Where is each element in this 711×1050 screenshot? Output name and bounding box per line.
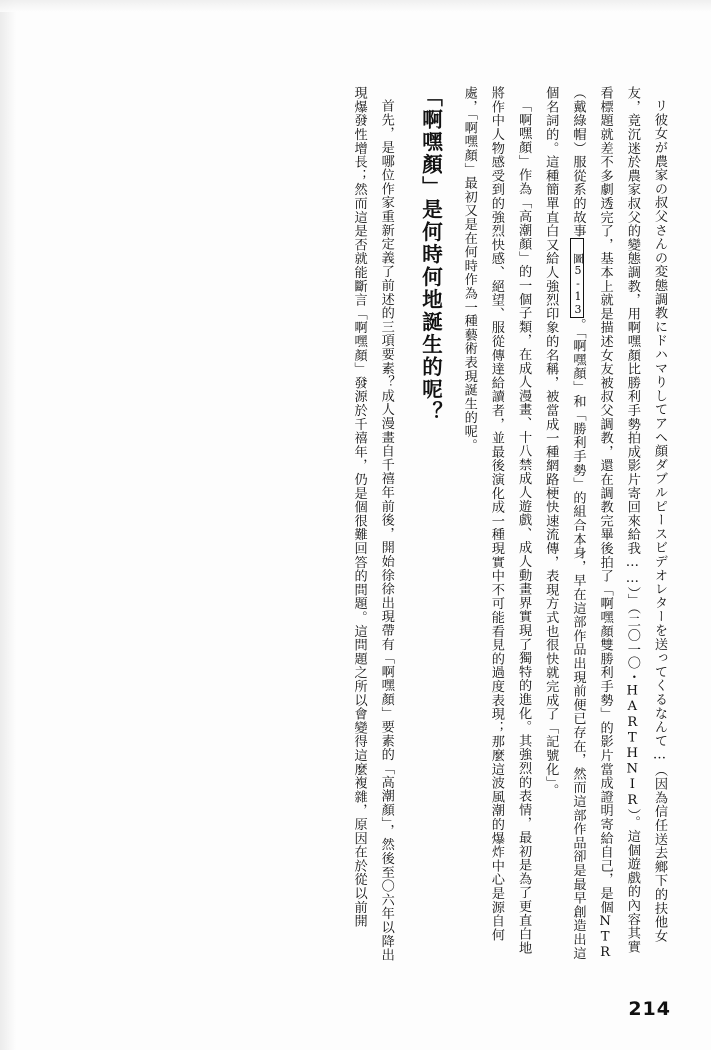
- body-text-vertical: [73, 86, 673, 966]
- paragraph-1: [537, 86, 673, 966]
- paragraph-2: 「啊嘿顏」作為「高潮顏」的一個子類，在成人漫畫、十八禁成人遊戲、成人動畫界實現了獨特的進化。其強烈的表情，最初是為了更直白地將作中人物感受到的強烈快感、絕望、服從傳達給讀者，並最後演化成一種現實中不可能看見的過度表現；那麼這波風潮的爆炸中心是源自何處，「啊嘿顏」最初又是在何時作為一種藝術表現誕生的呢。: [461, 86, 532, 955]
- paragraph-1-text-after-box: 。「啊嘿顏」和「勝利手勢」的組合本身，早在這部作品出現前便已存在，然而這部作品卻是最早創造出這個名詞的。這種簡單直白又給人強烈印象的名稱，被當成一種網路梗快速流傳，表現方式也很快就完成了「記號化」。: [543, 86, 586, 960]
- scan-edge-left: [0, 0, 16, 1050]
- paragraph-3: 首先，是哪位作家重新定義了前述的三項要素？成人漫畫自千禧年前後，開始徐徐出現帶有「啊嘿顏」要素的「高潮顏」，然後至〇六年以降出現爆發性增長；然而這是否就能斷言「啊嘿顏」發源於千禧年，仍是個很難回答的問題。這問題之所以會變得這麼複雜，原因在於從以前開: [351, 86, 394, 962]
- section-heading: 「啊嘿顏」是何時何地誕生的呢？: [418, 86, 443, 424]
- paragraph-1-text: リ彼女が農家の叔父さんの変態調教にドハマりしてアヘ顔ダブルピースビデオレターを送ってくるなんて…（因為信任送去鄉下的扶他女友，竟沉迷於農家叔父的變態調教，用啊嘿顏比勝利手勢拍成影片寄回來給我……）」（二〇一〇・HARTHNIR）。這個遊戲的內容其實看標題就差不多劇透完了，基本上就是描述女友被叔父調教，還在調教完畢後拍了「啊嘿顏雙勝利手勢」的影片當成證明寄給自己，是個NTR（戴綠帽）服從系的故事: [570, 86, 667, 961]
- figure-reference-box: 圖5-13: [570, 238, 585, 318]
- scan-edge-top: [0, 0, 711, 12]
- page-number: 214: [628, 998, 671, 1020]
